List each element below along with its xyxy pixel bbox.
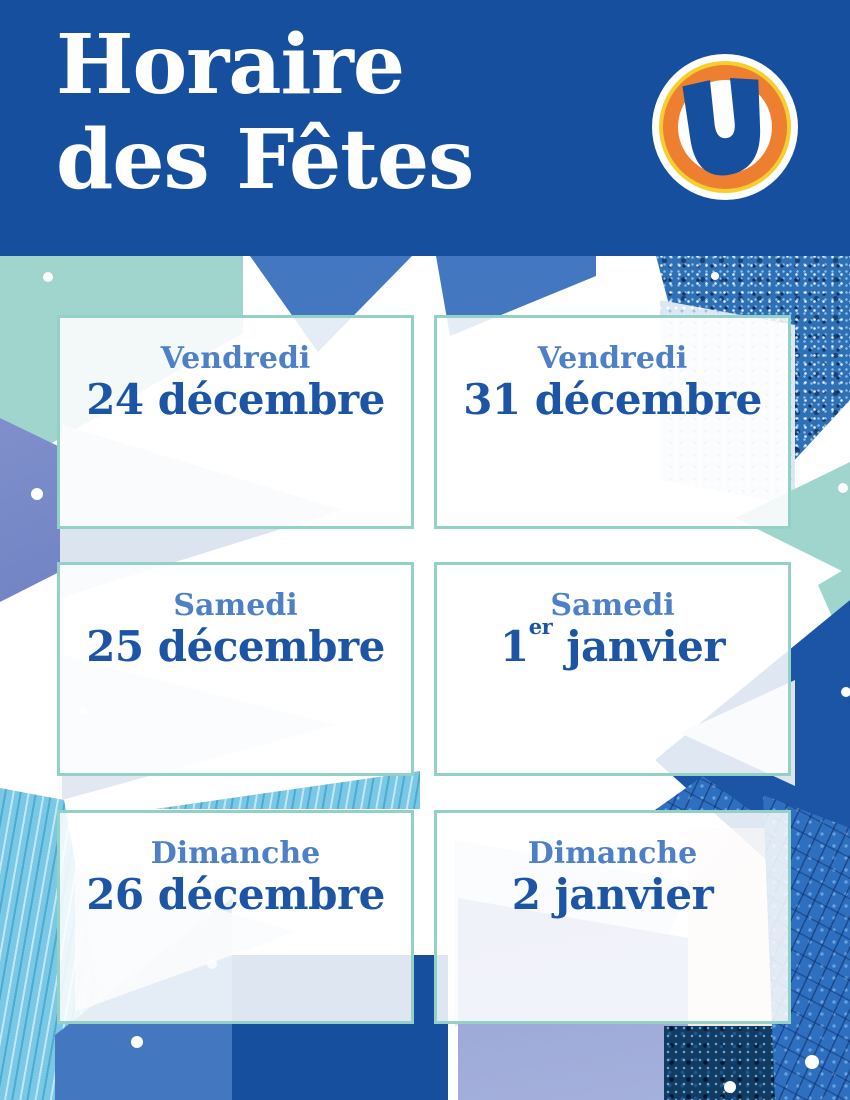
- card-date-label: [437, 614, 788, 671]
- schedule-card-jan-1: [434, 562, 791, 776]
- date-text: 24 décembre: [86, 375, 385, 424]
- schedule-card-jan-2: [434, 810, 791, 1024]
- card-date-label: [437, 870, 788, 919]
- card-date-label: [60, 375, 411, 424]
- date-text: 2 janvier: [511, 870, 714, 919]
- header-banner: [0, 0, 850, 256]
- date-text-rest: janvier: [552, 622, 725, 671]
- card-day-label: Dimanche: [527, 836, 698, 871]
- page-title: [56, 18, 473, 208]
- card-day-label: Vendredi: [160, 341, 311, 376]
- schedule-card-dec-24: [57, 315, 414, 529]
- card-date-label: [60, 622, 411, 671]
- snow-dot: [724, 1081, 736, 1093]
- date-text: 31 décembre: [463, 375, 762, 424]
- snow-dot: [838, 483, 848, 493]
- date-text: 25 décembre: [86, 622, 385, 671]
- card-day-label: Vendredi: [537, 341, 688, 376]
- card-day-label: Samedi: [550, 588, 675, 623]
- card-day-label: Samedi: [173, 588, 298, 623]
- schedule-card-dec-31: [434, 315, 791, 529]
- u-logo-graphic: [650, 52, 800, 202]
- snow-dot: [43, 272, 53, 282]
- snow-dot: [841, 687, 850, 697]
- card-date-label: [60, 870, 411, 919]
- date-text: 1: [500, 622, 529, 671]
- title-line-1: Horaire: [56, 17, 405, 113]
- schedule-card-dec-26: [57, 810, 414, 1024]
- snow-dot: [131, 1036, 143, 1048]
- snow-dot: [805, 1055, 819, 1069]
- card-day-label: Dimanche: [150, 836, 321, 871]
- card-date-label: [437, 375, 788, 424]
- schedule-card-dec-25: [57, 562, 414, 776]
- snow-dot: [31, 488, 43, 500]
- snow-dot: [711, 272, 719, 280]
- title-line-2: des Fêtes: [56, 112, 474, 208]
- u-brand-logo: [650, 52, 800, 202]
- date-superscript: er: [528, 614, 553, 640]
- date-text: 26 décembre: [86, 870, 385, 919]
